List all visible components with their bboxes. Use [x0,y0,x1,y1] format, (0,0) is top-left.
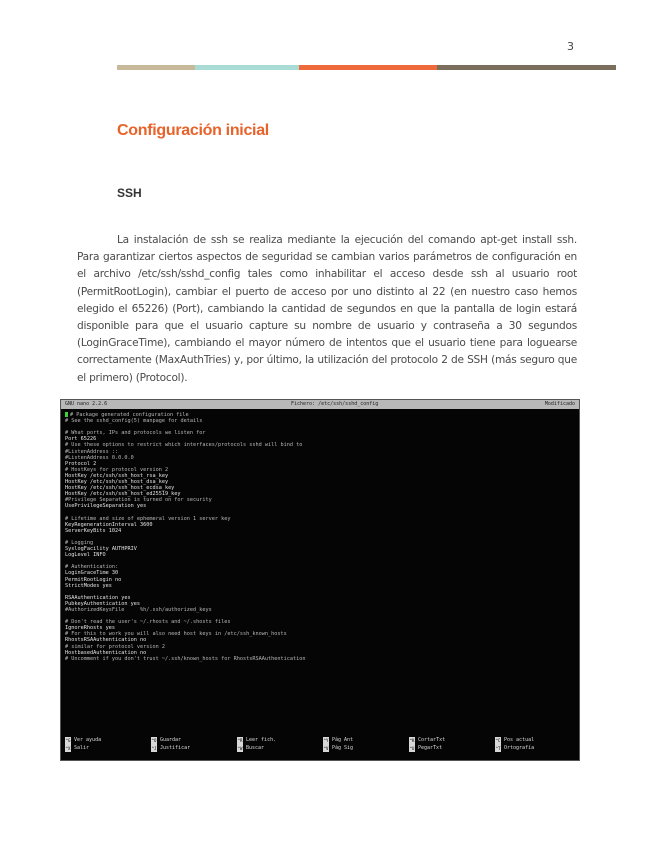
shortcut-label-secondary: Justificar [160,745,191,751]
shortcut-key-badge [151,737,157,752]
shortcut-key-secondary: ^J [151,745,157,751]
nano-shortcut [237,735,317,757]
terminal-line-text: LoginGraceTime 30 [65,570,119,577]
decorative-color-bar [117,65,616,70]
terminal-line-text: PubkeyAuthentication yes [65,600,140,607]
terminal-cursor [65,412,68,417]
body-paragraph: La instalación de ssh se realiza mediante la ejecución del comando apt-get install ssh. Para garantizar ciertos aspectos de seguridad se cambian varios parámetros de configuración en el archivo /etc/ssh/sshd_config tales como inhabilitar el acceso desde ssh al usuario root (PermitRootLogin), cambiar el puerto de acceso por uno distinto al 22 (en nuestro caso hemos elegido el 65226) (Port), cambiando la cantidad de segundos en que la pantalla de login estará disponible para que el usuario capture su nombre de usuario y contraseña a 30 segundos (LoginGraceTime), cambiando el mayor número de intentos que el usuario tiene para loguearse correctamente (MaxAuthTries) y, por último, la utilización del protocolo 2 de SSH (más seguro que el primero) (Protocol). [77,234,577,384]
color-segment-4 [437,65,616,70]
section-title: Configuración inicial [117,122,269,139]
terminal-content [65,412,575,662]
terminal-line-text: IgnoreRhosts yes [65,625,115,632]
terminal-line-text: #ListenAddress 0.0.0.0 [65,454,134,461]
terminal-line-text: PermitRootLogin no [65,576,122,583]
shortcut-key: ^Y [323,738,329,743]
terminal-line-text: HostKey /etc/ssh/ssh_host_rsa_key [65,472,169,479]
terminal-status: Modificado [544,401,575,407]
shortcut-key: ^G [65,738,71,743]
terminal-line [65,656,575,662]
terminal-line-text: LogLevel INFO [65,552,106,559]
terminal-shortcut-bar [65,735,575,757]
shortcut-label: Pág Ant [332,737,354,743]
shortcut-key-badge [65,737,71,752]
terminal-line-text: # Lifetime and size of ephemeral version 1 server key [65,515,231,522]
shortcut-key-secondary: ^U [409,745,415,751]
page-number: 3 [567,40,574,53]
terminal-line-text: #AuthorizedKeysFile %h/.ssh/authorized_keys [65,607,212,613]
shortcut-key-secondary: ^X [65,745,71,751]
terminal-line-text: Port 65226 [65,436,97,443]
terminal-line-text: RhostsRSAAuthentication no [65,637,147,644]
terminal-line-text: StrictModes yes [65,582,112,589]
shortcut-key-secondary: ^T [495,745,501,751]
nano-shortcut [151,735,231,757]
shortcut-key-secondary: ^W [237,745,243,751]
shortcut-label-secondary: Pág Sig [332,745,354,751]
terminal-line-text: HostKey /etc/ssh/ssh_host_ecdsa_key [65,485,175,492]
shortcut-label: Guardar [160,737,182,743]
terminal-line-text: # What ports, IPs and protocols we listen for [65,430,206,437]
section-subtitle: SSH [117,186,142,200]
terminal-line-text: # Don't read the user's ~/.rhosts and ~/.shosts files [65,619,231,626]
shortcut-key-badge [409,737,415,752]
nano-shortcut [409,735,489,757]
nano-shortcut [323,735,403,757]
shortcut-key-secondary: ^V [323,745,329,751]
terminal-line-text: #ListenAddress :: [65,448,119,455]
terminal-line-text: UsePrivilegeSeparation yes [65,503,147,510]
terminal-file-name: Fichero: /etc/ssh/sshd_config [291,401,379,407]
terminal-line-text: RSAAuthentication yes [65,594,131,601]
shortcut-label-secondary: PegarTxt [418,745,443,751]
shortcut-key-badge [323,737,329,752]
terminal-line-text: # See the sshd_config(5) manpage for details [65,418,203,425]
terminal-line-text: # HostKeys for protocol version 2 [65,466,169,473]
terminal-app-name: GNU nano 2.2.6 [65,401,108,407]
color-segment-3 [299,65,437,70]
terminal-line-text: # For this to work you will also need host keys in /etc/ssh_known_hosts [65,631,287,638]
nano-shortcut [65,735,145,757]
terminal-line-text: #Privilege Separation is turned on for security [65,497,212,504]
shortcut-label: Pos actual [504,737,535,743]
color-segment-1 [117,65,195,70]
nano-shortcut [495,735,575,757]
shortcut-key: ^O [151,738,157,743]
terminal-line-text: Protocol 2 [65,460,97,467]
shortcut-label-secondary: Buscar [246,745,265,751]
color-segment-2 [195,65,299,70]
shortcut-label-secondary: Ortografía [504,745,535,751]
terminal-line-text: HostbasedAuthentication no [65,649,147,656]
terminal-titlebar [61,400,579,409]
terminal-line-text: # Authentication: [65,564,119,571]
shortcut-label-secondary: Salir [74,745,90,751]
shortcut-key-badge [495,737,501,752]
terminal-line-text: # Uncomment if you don't trust ~/.ssh/known_hosts for RhostsRSAAuthentication [65,655,306,662]
terminal-line-text: # Package generated configuration file [70,412,189,418]
shortcut-key-badge [237,737,243,752]
shortcut-label: CortarTxt [418,737,446,743]
shortcut-key: ^K [409,738,415,743]
shortcut-label: Leer fich. [246,737,277,743]
terminal-line-text: HostKey /etc/ssh/ssh_host_dsa_key [65,479,169,486]
terminal-line-text: SyslogFacility AUTHPRIV [65,546,137,553]
shortcut-key: ^C [495,738,501,743]
terminal-line-text: KeyRegenerationInterval 3600 [65,521,153,528]
shortcut-key: ^R [237,738,243,743]
terminal-line-text: ServerKeyBits 1024 [65,527,122,534]
terminal-line-text: # similar for protocol version 2 [65,643,165,650]
terminal-line-text: # Use these options to restrict which interfaces/protocols sshd will bind to [65,442,303,449]
terminal-line-text: # Logging [65,539,94,546]
terminal-line-text: HostKey /etc/ssh/ssh_host_ed25519_key [65,491,181,498]
shortcut-label: Ver ayuda [74,737,102,743]
terminal-screenshot [60,399,580,761]
